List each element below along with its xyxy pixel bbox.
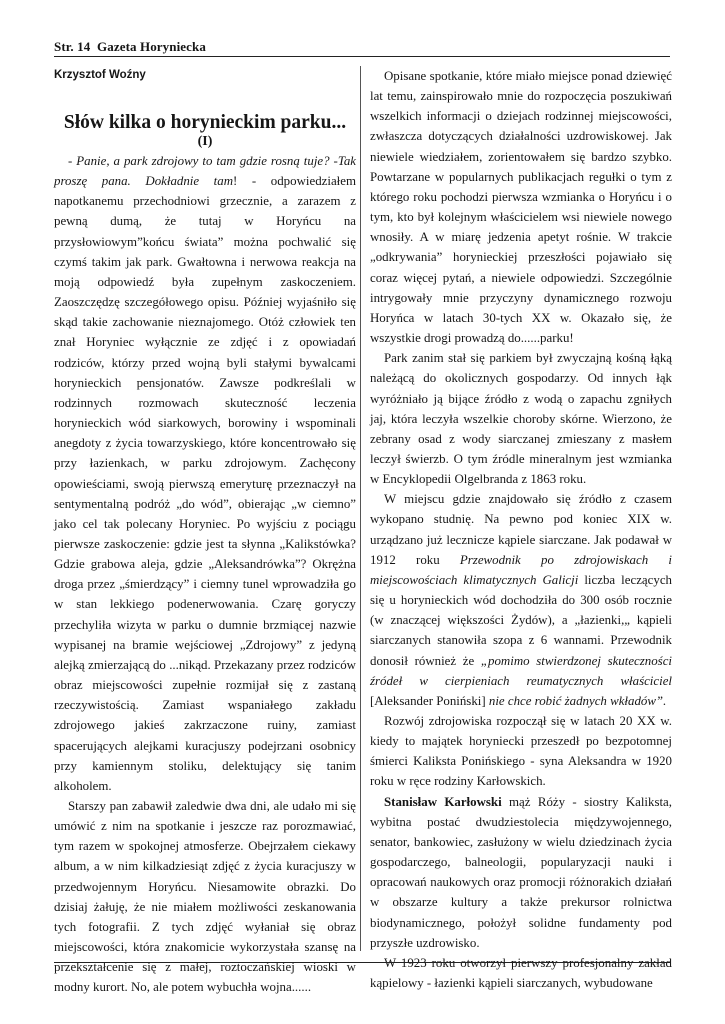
header-rule — [54, 56, 670, 57]
paragraph-text: W miejscu gdzie znajdowało się źródło z czasem wykopano studnię. Na pewno pod koniec XIX w. urządzano już lecznicze kąpiele siarczane. Jak podawał w 1912 roku — [370, 492, 672, 567]
paragraph — [54, 151, 356, 796]
footer-rule — [54, 962, 670, 963]
book-title: Przewodnik po zdrojowiskach i miejscowościach klimatycznych Galicji — [370, 552, 672, 587]
column-divider — [360, 66, 361, 951]
paragraph-text: liczba leczących się u horynieckich wód dochodziła do 300 osób rocznie (w znaczącej większości Żydów), a „łazienki,„ kąpieli siarczanych stanowiła szopa z 6 wannami. Przewodnik donosił również że — [370, 572, 672, 668]
quotation: nie chce robić żadnych wkładów”. — [488, 693, 667, 708]
page-header — [54, 38, 670, 55]
left-column — [54, 151, 356, 998]
paragraph: Park zanim stał się parkiem był zwyczajną kośną łąką należącą do okolicznych gospodarzy. Od innych łąk wyróżniało ją bijące źródło z wodą o zapachu zgniłych jaj, która leczyła wszelkie choroby skórne. Wierzono, że zebrany osad z wody siarczanej zmieszany z masłem leczył świerzb. O tym źródle mineralnym jest wzmianka w Encyklopedii Olgelbranda z 1863 roku. — [370, 351, 672, 487]
article-title: Słów kilka o horynieckim parku... — [63, 112, 347, 133]
paragraph: Starszy pan zabawił zaledwie dwa dni, ale udało mi się umówić z nim na spotkanie i jeszcze raz porozmawiać, tym razem w spokojnej atmosferze. Obejrzałem ciekawy album, a w nim kilkadziesiąt zdjęć z życia kuracjuszy w przedwojennym Horyńcu. Niesamowite obrazki. Do dzisiaj żałuję, że nie miałem możliwości zeskanowania tych fotografii. Z tych zdjęć wyłaniał się obraz miejscowości, która znakomicie wykorzystała szansę na przekształcenie się z małej, roztoczańskiej wioski w modny kurort. No, ale potem wybuchła wojna...... — [54, 799, 356, 995]
paragraph-text: [Aleksander Poniński] — [370, 693, 489, 708]
person-name: Stanisław Karłowski — [384, 794, 502, 809]
dialogue-italic: - Panie, a park zdrojowy to tam gdzie rosną tuje? -Tak proszę pana. Dokładnie tam — [54, 154, 356, 189]
publication-name: Gazeta Horyniecka — [97, 39, 206, 54]
paragraph — [370, 792, 672, 953]
paragraph — [370, 489, 672, 711]
paragraph: W 1923 roku otworzył pierwszy profesjonalny zakład kąpielowy - łazienki kąpieli siarczanych, wybudowane — [370, 955, 672, 991]
author-name: Krzysztof Woźny — [54, 69, 146, 81]
quotation: „pomimo stwierdzonej skuteczności źródeł w cierpieniach reumatycznych właściciel — [370, 653, 673, 688]
paragraph-text: mąż Róży - siostry Kaliksta, wybitna postać dwudziestolecia międzywojennego, senator, bankowiec, zasłużony w wielu dziedzinach życia gospodarczego, balneologii, popularyzacji nauki i opracowań naukowych oraz promocji różnorakich działań w obszarze kultury a także prekursor rolnictwa biodynamicznego, położył solidne fundamenty pod przyszłe uzdrowisko. — [370, 794, 672, 950]
paragraph-text: ! - odpowiedziałem napotkanemu przechodniowi grzecznie, a zarazem z pewną dumą, że tutaj w Horyńcu na przysłowiowym”końcu świata” można pochwalić się czymś takim jak park. Gwałtowna i nerwowa reakcja na moją odpowiedź była zupełnym zaskoczeniem. Zaoszczędzę szczegółowego opisu. Później wyjaśniło się skąd takie zachowanie nieznajomego. Otóż człowiek ten znał Horyniec wyłącznie ze zdjęć i z opowiadań rodziców, którzy przed wojną byli stałymi bywalcami horynieckich pensjonatów. Zawsze podkreślali w rodzinnych rozmowach skuteczność leczenia horynieckich wód siarkowych, borowiny i wspominali anegdoty z życia towarzyskiego, które koncentrowało się przy łazienkach, w parku zdrojowym. Zachęcony opowieściami, swoją pierwszą emeryturę przeznaczył na sentymentalną podróż „do wód”, obierając „w ciemno” jako cel tak polecany Horyniec. Po wyjściu z pociągu pierwsze zaskoczenie: gdzie jest ta słynna „Kalikstówka? Gdzie grabowa aleja, gdzie „Aleksandrówka”? Okrężna droga przez „śmierdzący” i ciemny tunel wprowadziła go w stan lekkiego podenerwowania. Czarę goryczy przechyliła wizyta w parku o dumnie brzmiącej nazwie wypisanej na bramie wejściowej „Zdrojowy” z jedyną alejką zmierzającą do ...nikąd. Przekazany przez rodziców obraz miejscowości zupełnie rozmijał się z zastaną rzeczywistością. Zamiast wspaniałego zakładu zdrojowego jakieś zakrzaczone ruiny, zamiast spacerujących alejkami kuracjuszy podejrzani osobnicy przy kamiennym stoliku, delektujący się tanim alkoholem. — [54, 174, 356, 793]
paragraph: Rozwój zdrojowiska rozpoczął się w latach 20 XX w. kiedy to majątek horyniecki przeszedł po bezpotomnej śmierci Kaliksta Ponińskiego - syna Aleksandra w 1920 roku w ręce rodziny Karłowskich. — [370, 714, 672, 789]
article-part-number: (I) — [197, 134, 213, 149]
running-header — [54, 38, 670, 55]
paragraph: Opisane spotkanie, które miało miejsce ponad dziewięć lat temu, zainspirowało mnie do rozpoczęcia poszukiwań wszelkich informacji o dziejach rodzinnej miejscowości, zwłaszcza dotyczących działalności uzdrowiskowej. Jak niewiele wiedziałem, zorientowałem się bardzo szybko. Powtarzane w popularnych publikacjach regułki o tym z którego roku pochodzi pierwsza wzmianka o Horyńcu i o tym, kto był kolejnym właścicielem wsi niewiele nowego wnosiły. A w miarę jedzenia apetyt rośnie. W trakcie „odkrywania” horynieckiej przeszłości pojawiało się coraz więcej pytań, a niewiele odpowiedzi. Szczególnie intrygowały mnie przyczyny dynamicznego rozwoju Horyńca w latach 30-tych XX w. Okazało się, że wszystkie drogi prowadzą do......parku! — [370, 69, 672, 346]
page-number: Str. 14 — [54, 39, 91, 54]
right-column — [370, 66, 672, 993]
